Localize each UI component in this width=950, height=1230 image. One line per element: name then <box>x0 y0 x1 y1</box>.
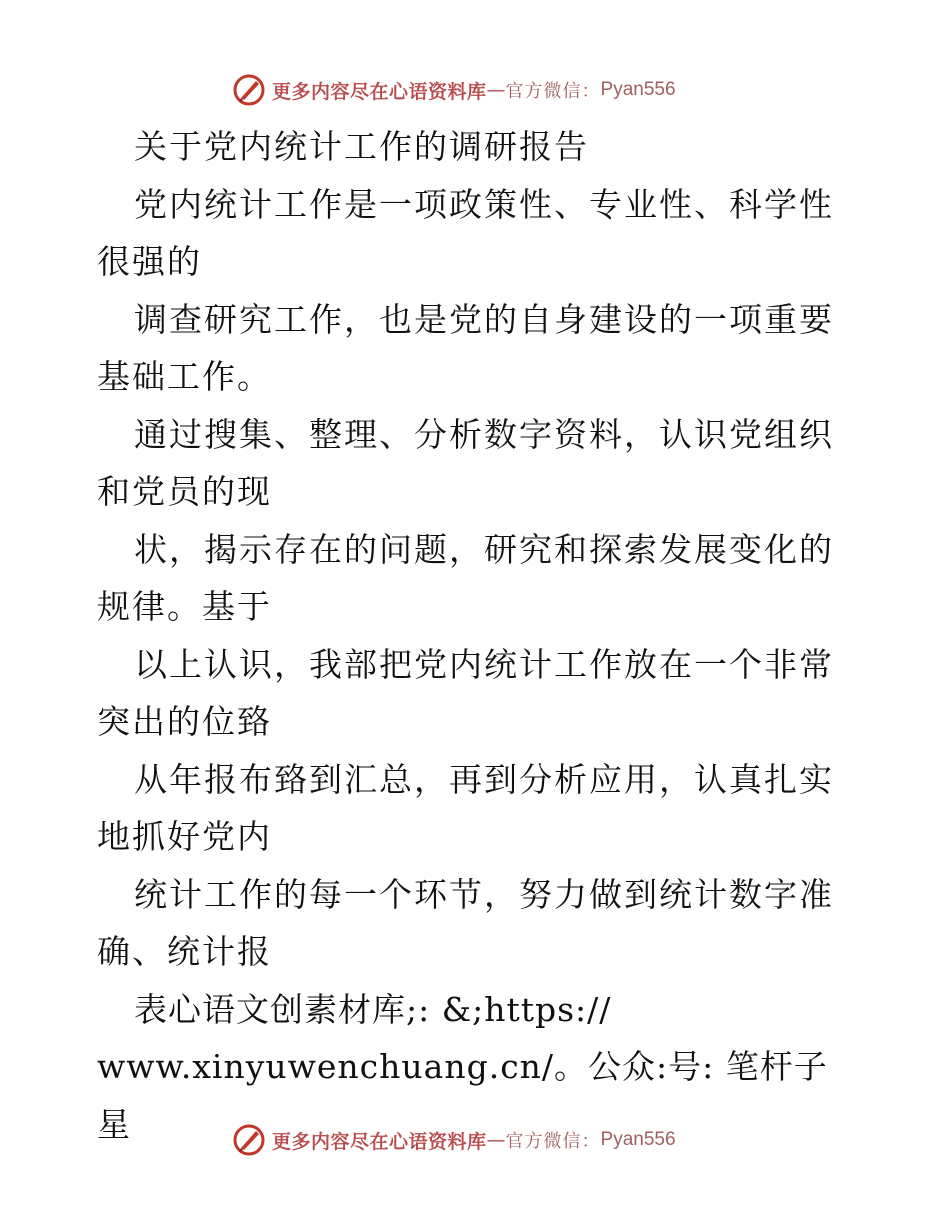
paragraph-7: 统计工作的每一个环节，努力做到统计数字准确、统计报 <box>97 874 834 971</box>
paragraph-4: 状，揭示存在的问题，研究和探索发展变化的规律。基于 <box>97 529 834 626</box>
watermark-wechat-id: Pyan556 <box>600 79 676 100</box>
watermark-site-text: 更多内容尽在心语资料库 <box>272 1130 487 1153</box>
watermark-site-text: 更多内容尽在心语资料库 <box>272 80 487 103</box>
quill-pen-logo-icon <box>232 1123 266 1157</box>
source-line: 表心语文创素材库;: &;https:// <box>134 989 612 1029</box>
paragraph-2: 调查研究工作，也是党的自身建设的一项重要基础工作。 <box>97 299 834 396</box>
footer-watermark <box>232 1120 676 1160</box>
paragraph-3: 通过搜集、整理、分析数字资料，认识党组织和党员的现 <box>97 414 834 511</box>
watermark-dash: — <box>486 79 506 101</box>
quill-pen-logo-icon <box>232 73 266 107</box>
watermark-wechat-id: Pyan556 <box>600 1129 676 1150</box>
paragraph-1: 党内统计工作是一项政策性、专业性、科学性很强的 <box>97 184 834 281</box>
paragraph-6: 从年报布臵到汇总，再到分析应用，认真扎实地抓好党内 <box>97 759 834 856</box>
source-url-line: www.xinyuwenchuang.cn/。公众:号: 笔杆子星 <box>97 1047 828 1144</box>
document-title: 关于党内统计工作的调研报告 <box>134 127 589 166</box>
paragraph-5: 以上认识，我部把党内统计工作放在一个非常突出的位臵 <box>97 644 834 741</box>
watermark-label: 官方微信： <box>505 1131 601 1152</box>
document-body <box>97 118 857 1153</box>
watermark-dash: — <box>486 1129 506 1151</box>
header-watermark <box>232 70 676 110</box>
watermark-label: 官方微信： <box>505 81 601 102</box>
